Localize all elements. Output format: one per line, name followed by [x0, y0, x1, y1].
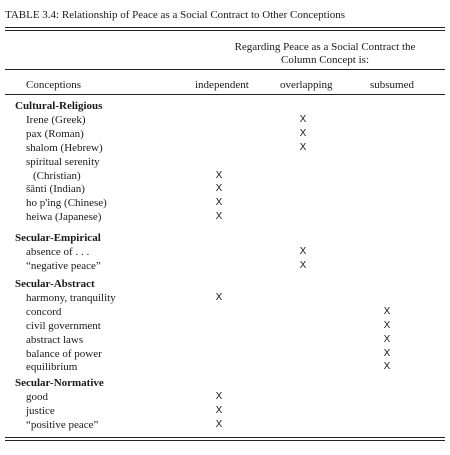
- mark-independent: X: [215, 211, 223, 223]
- row-label: (Christian): [33, 169, 81, 182]
- row-label: spiritual serenity: [26, 155, 100, 168]
- mark-independent: X: [215, 404, 223, 416]
- section-title: Secular-Abstract: [15, 278, 95, 290]
- mark-subsumed: X: [383, 347, 391, 359]
- mark-independent: X: [215, 183, 223, 195]
- row-label: shalom (Hebrew): [26, 141, 103, 154]
- section-title: Secular-Empirical: [15, 232, 101, 244]
- mark-independent: X: [215, 169, 223, 181]
- column-header-overlapping: overlapping: [280, 79, 333, 91]
- row-label: harmony, tranquility: [26, 291, 116, 304]
- header-rule: [5, 94, 445, 95]
- row-label: concord: [26, 305, 62, 318]
- section-title: Secular-Normative: [15, 377, 104, 389]
- column-header-subsumed: subsumed: [370, 79, 414, 91]
- row-label: ho p'ing (Chinese): [26, 197, 107, 210]
- row-label: heiwa (Japanese): [26, 211, 102, 224]
- row-label: “positive peace”: [26, 418, 99, 431]
- spanner-heading-line-1: Regarding Peace as a Social Contract the: [234, 41, 416, 53]
- row-label: balance of power: [26, 347, 102, 360]
- mark-overlapping: X: [299, 141, 307, 153]
- mark-independent: X: [215, 197, 223, 209]
- bottom-rule-double: [5, 440, 445, 441]
- mark-overlapping: X: [299, 127, 307, 139]
- row-label: justice: [26, 404, 55, 417]
- top-rule-double: [5, 30, 445, 31]
- row-label: Irene (Greek): [26, 113, 86, 126]
- spanner-rule: [5, 69, 445, 70]
- mark-subsumed: X: [383, 361, 391, 373]
- mark-subsumed: X: [383, 319, 391, 331]
- row-label: abstract laws: [26, 333, 84, 346]
- mark-overlapping: X: [299, 113, 307, 125]
- mark-independent: X: [215, 390, 223, 402]
- mark-independent: X: [215, 418, 223, 430]
- row-label: pax (Roman): [26, 127, 84, 140]
- section-title: Cultural-Religious: [15, 100, 103, 112]
- mark-overlapping: X: [299, 245, 307, 257]
- mark-independent: X: [215, 291, 223, 303]
- mark-overlapping: X: [299, 259, 307, 271]
- row-label: šānti (Indian): [26, 183, 85, 196]
- spanner-heading-line-2: Column Concept is:: [281, 54, 369, 66]
- column-header-conceptions: Conceptions: [26, 79, 81, 91]
- row-label: equilibrium: [26, 361, 78, 374]
- row-label: absence of . . .: [26, 245, 90, 258]
- row-label: good: [26, 390, 48, 403]
- top-rule: [5, 27, 445, 28]
- bottom-rule: [5, 437, 445, 438]
- table-caption: TABLE 3.4: Relationship of Peace as a Social Contract to Other Conceptions: [5, 9, 346, 21]
- mark-subsumed: X: [383, 333, 391, 345]
- row-label: civil government: [26, 319, 101, 332]
- mark-subsumed: X: [383, 305, 391, 317]
- column-header-independent: independent: [195, 79, 249, 91]
- row-label: “negative peace”: [26, 259, 101, 272]
